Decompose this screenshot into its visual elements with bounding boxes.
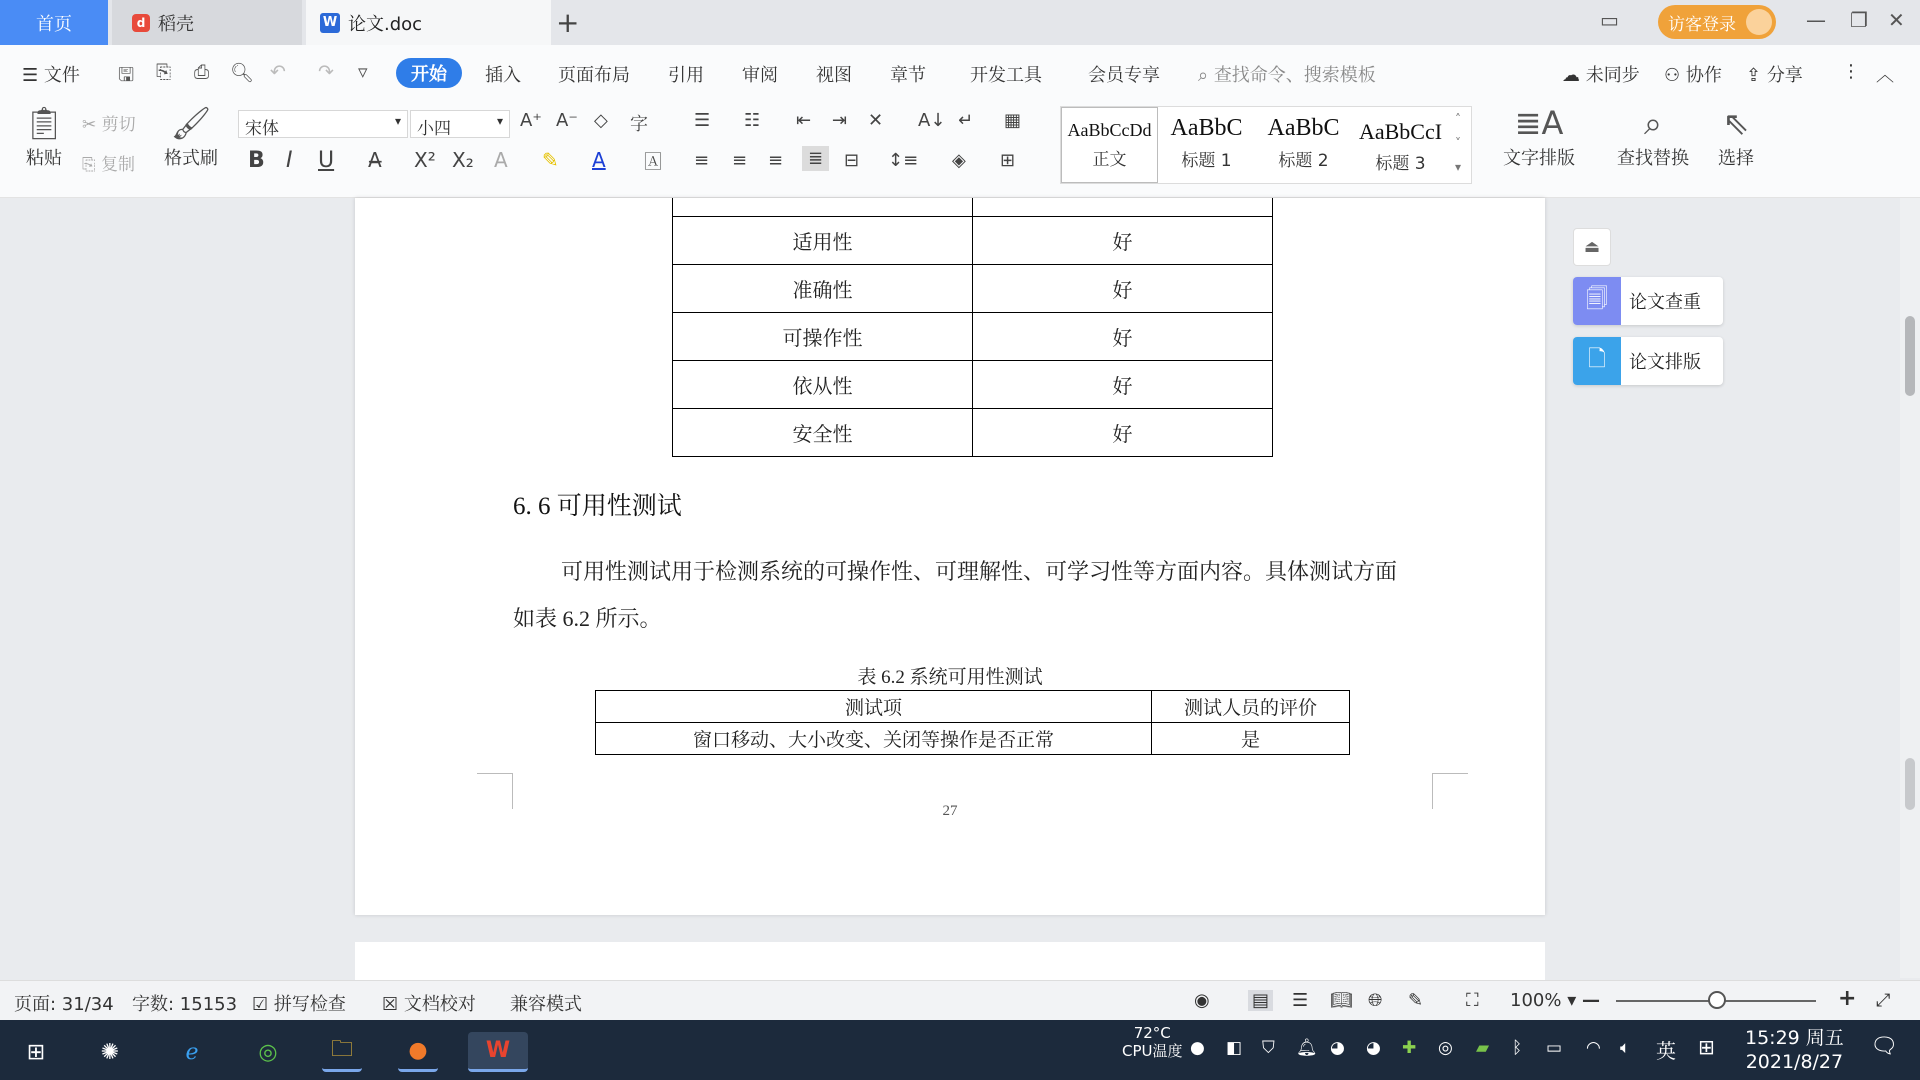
tray-app-icon[interactable]: ● [1190,1038,1205,1058]
document-page[interactable] [355,198,1545,915]
zoom-out-button[interactable]: — [1582,990,1600,1011]
compat-mode: 兼容模式 [510,994,582,1015]
chevron-down-icon: ▾ [496,114,503,128]
print-preview-icon[interactable]: 🔍︎ [230,62,255,84]
format-painter-label: 格式刷 [164,148,218,169]
sort-icon[interactable]: A↓ [918,110,946,131]
command-search-placeholder: 查找命令、搜索模板 [1213,65,1376,86]
style-heading-2[interactable] [1255,107,1352,183]
table-cell: 是 [1152,723,1350,755]
vertical-scrollbar[interactable] [1900,198,1920,978]
qq-icon[interactable]: ◕ [1330,1038,1345,1058]
tab-document-label: 论文.doc [348,13,423,35]
bold-icon[interactable]: B [248,148,265,173]
font-size-value: 小四 [417,119,451,139]
share-button[interactable]: ⇪ 分享 [1746,65,1803,86]
write-view-icon[interactable]: ✎ [1408,990,1424,1011]
title-bar [0,0,1920,45]
scrollbar-thumb[interactable] [1905,316,1915,396]
table-caption: 表 6.2 系统可用性测试 [857,667,1043,688]
style-normal-sample: AaBbCcDd [1067,120,1152,140]
table-cell: 好 [973,264,1273,312]
paste-button[interactable] [16,104,72,170]
table-row [673,360,1273,408]
save-icon[interactable]: 🖫 [118,64,135,86]
tab-page-layout[interactable]: 页面布局 [558,65,630,86]
outline-view-icon[interactable]: ☰ [1292,990,1309,1011]
undo-icon[interactable]: ↶ [270,61,286,83]
fullscreen-icon[interactable]: ⤢ [1876,990,1891,1011]
web-view-icon[interactable]: 🌐︎ [1368,990,1383,1011]
table-cell: 窗口移动、大小改变、关闭等操作是否正常 [596,723,1152,755]
ruler-icon[interactable]: ▦ [1004,110,1022,131]
usability-table [595,690,1350,755]
table-cell: 好 [973,312,1273,360]
window-layout-icon[interactable]: ▭ [1600,8,1619,32]
wifi-icon[interactable]: ◠ [1586,1038,1601,1058]
table-cell: 安全性 [673,408,973,456]
show-marks-icon[interactable]: ↵ [958,110,974,131]
decrease-indent-icon[interactable]: ⇤ [796,110,812,131]
export-icon[interactable]: ⎘ [156,61,172,83]
font-family-value: 宋体 [245,119,279,139]
copy-button[interactable]: ⎘ 复制 [82,155,136,175]
system-clock[interactable] [1745,1026,1844,1074]
paper-layout-label: 论文排版 [1629,352,1701,373]
text-layout-icon: ≣A [1514,104,1564,142]
tab-insert[interactable]: 插入 [485,65,521,86]
fit-page-icon[interactable]: ⛶ [1466,990,1479,1011]
paste-icon: 📋︎ [23,104,65,142]
page-number: 27 [942,803,958,819]
doc-proofread-label: 文档校对 [403,994,476,1015]
tab-start[interactable] [396,58,462,88]
word-count[interactable]: 字数: 15153 [132,994,238,1015]
align-center-icon[interactable]: ≡ [732,150,748,171]
collapse-ribbon-icon[interactable]: ︿ [1876,65,1894,86]
reading-view-icon[interactable]: 📖︎ [1330,990,1353,1011]
print-icon[interactable]: ⎙ [194,61,210,83]
table-header-row [596,691,1350,723]
close-button[interactable]: ✕ [1888,8,1905,32]
brush-icon: 🖌︎ [170,104,212,142]
share-label: 分享 [1766,65,1803,86]
tab-daoke-label: 稻壳 [158,13,194,35]
file-menu-label: 文件 [43,65,80,86]
tab-start-label: 开始 [411,64,447,85]
restore-button[interactable]: ❐ [1850,8,1868,32]
shading-icon[interactable]: ◈ [952,150,966,171]
new-tab-button[interactable]: + [556,6,580,39]
section-heading: 6. 6 可用性测试 [513,493,682,520]
wps-writer-icon[interactable]: W [468,1032,528,1072]
table-cell: 好 [973,360,1273,408]
text-layout-button[interactable] [1494,104,1584,170]
paper-check-icon: 🗐︎ [1573,277,1621,325]
style-heading-3[interactable] [1352,107,1449,183]
paper-check-label: 论文查重 [1629,292,1701,313]
battery-icon[interactable]: ▭ [1546,1038,1563,1058]
borders-icon[interactable]: ⊞ [1000,150,1016,171]
tab-document[interactable] [306,0,551,45]
tab-references[interactable]: 引用 [668,65,704,86]
tab-view[interactable]: 视图 [816,65,852,86]
action-center-icon[interactable]: 🗨︎ [1870,1034,1898,1059]
zoom-slider-knob[interactable] [1708,991,1726,1009]
collaborate-button[interactable]: ⚇ 协作 [1664,65,1722,86]
table-cell: 准确性 [673,264,973,312]
find-replace-label: 查找替换 [1617,148,1689,169]
table-cell: 可操作性 [673,312,973,360]
table-header-cell: 测试人员的评价 [1152,691,1350,723]
table-row [673,216,1273,264]
paper-check-button[interactable] [1573,277,1723,325]
internet-explorer-icon[interactable]: ℯ [185,1039,199,1065]
style-heading-3-sample: AaBbCcI [1358,119,1443,144]
evaluation-table [672,198,1273,457]
select-button[interactable] [1708,104,1764,170]
paper-layout-button[interactable] [1573,337,1723,385]
justify-icon[interactable]: ≣ [802,146,829,171]
page-view-icon[interactable]: ▤ [1248,990,1273,1011]
align-left-icon[interactable]: ≡ [694,150,710,171]
more-icon[interactable]: ⋮ [1842,61,1860,82]
table-row [673,312,1273,360]
guest-login-label: 访客登录 [1668,14,1736,35]
subscript-icon[interactable]: X₂ [452,148,474,172]
style-heading-3-name: 标题 3 [1375,154,1426,174]
clock-time: 15:29 周五 [1745,1027,1844,1049]
daoke-icon: d [132,14,150,32]
superscript-icon[interactable]: X² [414,148,436,172]
sync-button[interactable]: ☁ 未同步 [1562,65,1640,86]
text-effect-icon[interactable]: A [494,148,508,172]
style-heading-2-name: 标题 2 [1278,151,1329,171]
volume-icon[interactable]: 🔈︎ [1620,1038,1631,1058]
bluetooth-icon[interactable]: ᛒ [1512,1038,1523,1058]
tab-member[interactable]: 会员专享 [1088,65,1160,86]
paper-layout-icon: 🗋︎ [1573,337,1621,385]
bullet-list-icon[interactable]: ☰ [694,110,711,131]
next-page[interactable] [355,942,1545,982]
text-layout-label: 文字排版 [1503,148,1575,169]
tab-home[interactable] [0,0,108,45]
select-label: 选择 [1718,148,1754,169]
cut-label: 剪切 [101,115,136,135]
cursor-icon: ⇖ [1722,104,1750,142]
sync-label: 未同步 [1585,65,1640,86]
browser-360-icon[interactable]: ◎ [258,1039,278,1065]
style-normal[interactable] [1061,107,1158,183]
menu-bar [0,45,1920,100]
zoom-value: 100% [1510,990,1562,1011]
side-panel-collapse-icon[interactable]: ⏏ [1573,228,1611,266]
word-doc-icon: W [320,13,340,33]
style-normal-name: 正文 [1092,150,1127,170]
spell-check-label: 拼写检查 [273,994,346,1015]
table-header-cell: 测试项 [596,691,1152,723]
ribbon [0,100,1920,198]
file-explorer-icon[interactable]: 🗀 [322,1032,362,1072]
paste-label: 粘贴 [26,148,62,169]
nvidia-icon[interactable]: ▰ [1476,1038,1490,1058]
copy-label: 复制 [101,155,136,175]
table-cell [973,198,1273,216]
line-spacing-icon[interactable]: ↕≡ [888,150,919,171]
app-mask-icon[interactable]: ● [398,1032,438,1072]
avatar [1746,9,1772,35]
numbered-list-icon[interactable]: ☷ [744,110,761,131]
font-size-select[interactable] [410,110,510,138]
style-gallery [1060,106,1472,184]
tab-chapter[interactable]: 章节 [890,65,926,86]
search-icon: ⌕ [1644,104,1662,142]
font-color-icon[interactable]: A [592,148,606,172]
style-gallery-scroll[interactable]: ˄ ˅ ▾ [1454,112,1462,174]
table-cell: 好 [973,408,1273,456]
page-indicator[interactable]: 页面: 31/34 [14,994,114,1015]
char-border-icon[interactable]: 🄰 [644,152,662,173]
underline-icon[interactable]: U [318,148,335,173]
style-heading-1-name: 标题 1 [1181,151,1232,171]
table-row [673,198,1273,216]
zoom-level[interactable]: 100% ▾ [1510,990,1577,1011]
format-painter-button[interactable] [160,104,222,170]
zoom-in-button[interactable]: + [1838,986,1857,1011]
tray-app-icon[interactable]: ◎ [1438,1038,1453,1058]
tray-app-icon[interactable]: ◧ [1226,1038,1243,1058]
redo-icon[interactable]: ↷ [318,61,334,83]
grow-font-icon[interactable]: A⁺ [520,110,542,131]
table-row [673,264,1273,312]
clear-format-icon[interactable]: ◇ [594,110,608,131]
table-cell [673,198,973,216]
phonetic-icon[interactable]: 字 [630,114,648,135]
cpu-temp-value: 72°C [1133,1024,1171,1042]
style-heading-1-sample: AaBbC [1170,115,1243,141]
guest-login-button[interactable] [1658,5,1776,39]
windows-taskbar [0,1020,1920,1080]
italic-icon[interactable]: I [286,148,293,173]
cpu-temp-label: CPU温度 [1122,1042,1183,1060]
file-menu[interactable]: ☰ 文件 [22,65,80,86]
scrollbar-marker[interactable] [1905,758,1915,810]
tab-developer[interactable]: 开发工具 [970,65,1042,86]
align-right-icon[interactable]: ≡ [768,150,784,171]
tab-daoke[interactable] [112,0,302,45]
qq-icon[interactable]: ◕ [1366,1038,1381,1058]
start-button[interactable]: ⊞ [26,1039,46,1065]
table-row [596,723,1350,755]
minimize-button[interactable]: — [1806,8,1826,32]
distribute-icon[interactable]: ⊟ [844,150,860,171]
status-bar [0,980,1920,1020]
cut-button[interactable]: ✂ 剪切 [82,115,136,135]
style-heading-1[interactable] [1158,107,1255,183]
clock-date: 2021/8/27 [1745,1051,1844,1073]
command-search[interactable]: ⌕ 查找命令、搜索模板 [1198,65,1376,86]
font-family-select[interactable] [238,110,408,138]
table-cell: 适用性 [673,216,973,264]
table-cell: 好 [973,216,1273,264]
style-heading-2-sample: AaBbC [1267,115,1340,141]
app-pinwheel-icon[interactable]: ✺ [100,1039,120,1065]
shield-icon[interactable]: ⛉ [1262,1038,1275,1058]
cpu-temperature[interactable] [1122,1024,1183,1060]
shrink-font-icon[interactable]: A⁻ [556,110,578,131]
increase-indent-icon[interactable]: ⇥ [832,110,848,131]
table-cell: 依从性 [673,360,973,408]
eye-protection-icon[interactable]: ◉ [1194,990,1210,1011]
tray-app-icon[interactable]: ✚ [1402,1038,1417,1058]
find-replace-button[interactable] [1608,104,1698,170]
table-row [673,408,1273,456]
spell-check-button[interactable]: ☑ 拼写检查 [252,994,346,1015]
chinese-layout-icon[interactable]: ✕ [868,110,884,131]
chevron-down-icon: ▾ [394,114,401,128]
collaborate-label: 协作 [1685,65,1722,86]
highlight-icon[interactable]: ✎ [542,148,559,172]
customize-dropdown-icon[interactable]: ▿ [358,61,368,83]
notification-bell-icon[interactable]: 🔔︎ [1296,1038,1318,1058]
tab-review[interactable]: 审阅 [742,65,778,86]
ime-language[interactable]: 英 [1656,1039,1676,1063]
ime-mode-icon[interactable]: ⊞ [1698,1035,1715,1059]
body-paragraph: 可用性测试用于检测系统的可操作性、可理解性、可学习性等方面内容。具体测试方面如表 6.2 所示。 [513,559,1398,631]
doc-proofread-button[interactable]: ☒ 文档校对 [382,994,476,1015]
tab-home-label: 首页 [36,13,72,35]
strikethrough-icon[interactable]: A̶ [368,148,382,172]
